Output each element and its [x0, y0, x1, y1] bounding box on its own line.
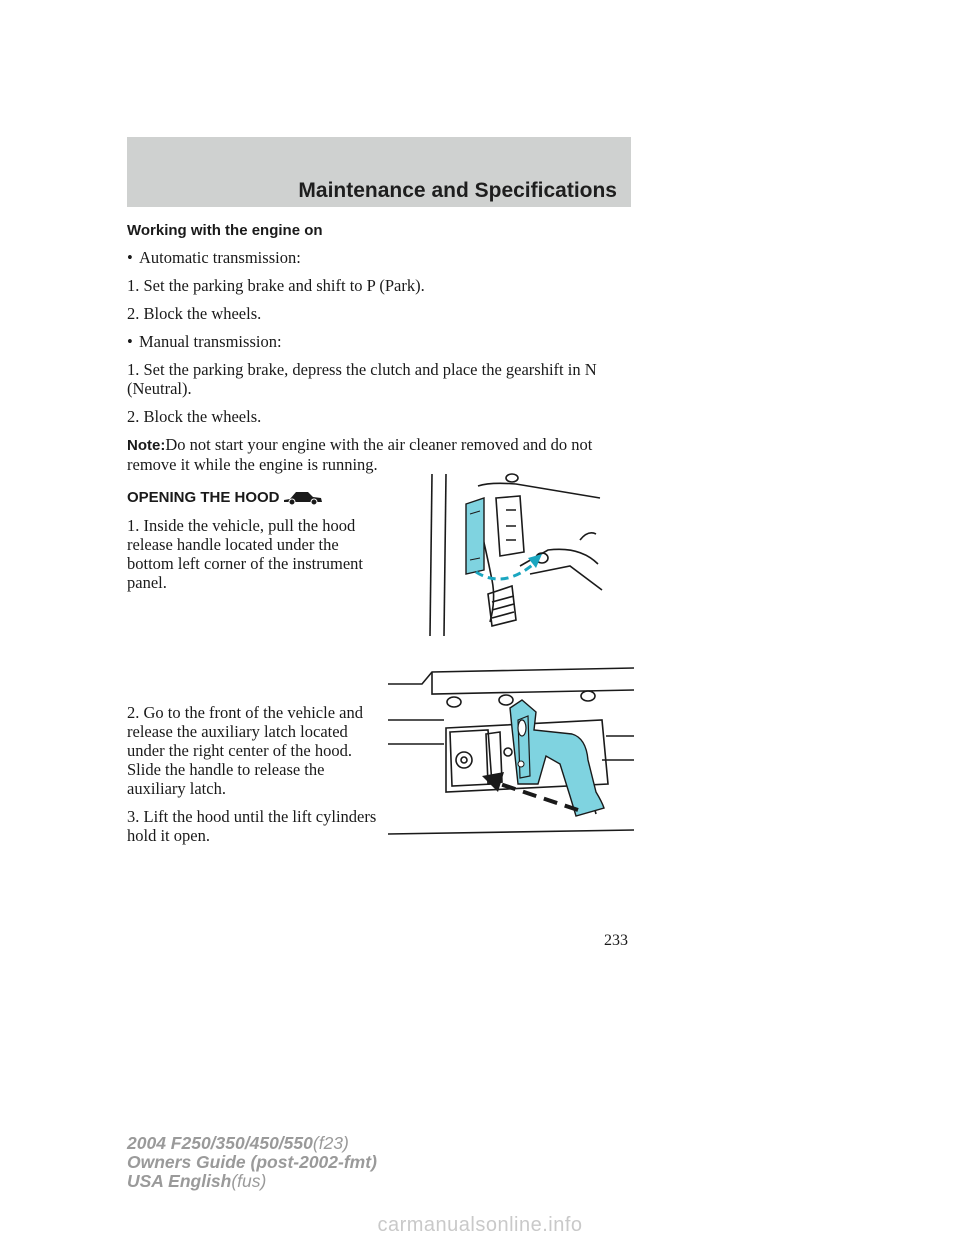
auxiliary-latch-illustration — [388, 664, 638, 840]
bullet-icon: • — [127, 248, 133, 267]
hood-steps — [127, 516, 387, 845]
hood-step-2: 2. Go to the front of the vehicle and release the auxiliary latch located under the right center of the hood. Slide the handle to release the auxiliary latch. — [127, 703, 363, 798]
section-title: Maintenance and Specifications — [298, 179, 617, 202]
footer — [127, 1134, 377, 1191]
auto-step-2: 2. Block the wheels. — [127, 304, 262, 323]
car-hood-icon — [282, 488, 324, 506]
spacer — [127, 601, 387, 703]
hood-step-1: 1. Inside the vehicle, pull the hood release handle located under the bottom left corner of the instrument panel. — [127, 516, 363, 592]
footer-line-1: 2004 F250/350/450/550(f23) — [127, 1133, 349, 1153]
note — [127, 435, 637, 474]
bullet-manual: • Manual transmission: — [127, 332, 282, 351]
watermark: carmanualsonline.info — [377, 1214, 583, 1236]
engine-on-heading: Working with the engine on — [127, 222, 323, 239]
footer-line-3: USA English(fus) — [127, 1171, 267, 1191]
auto-step-1: 1. Set the parking brake and shift to P (Park). — [127, 276, 425, 295]
footer-line-2: Owners Guide (post-2002-fmt) — [127, 1152, 377, 1172]
hood-step-3: 3. Lift the hood until the lift cylinders hold it open. — [127, 807, 377, 845]
note-text: Do not start your engine with the air cleaner removed and do not remove it while the engine is running. — [127, 435, 593, 474]
note-label: Note: — [127, 437, 166, 454]
page-number: 233 — [604, 932, 628, 949]
bullet-automatic: • Automatic transmission: — [127, 248, 301, 267]
hood-heading: OPENING THE HOOD — [127, 489, 280, 506]
hood-release-illustration — [420, 470, 620, 638]
manual-step-2: 2. Block the wheels. — [127, 407, 262, 426]
header-band — [127, 137, 631, 207]
bullet-icon: • — [127, 332, 133, 351]
manual-step-1: 1. Set the parking brake, depress the clutch and place the gearshift in N (Neutral). — [127, 360, 597, 398]
